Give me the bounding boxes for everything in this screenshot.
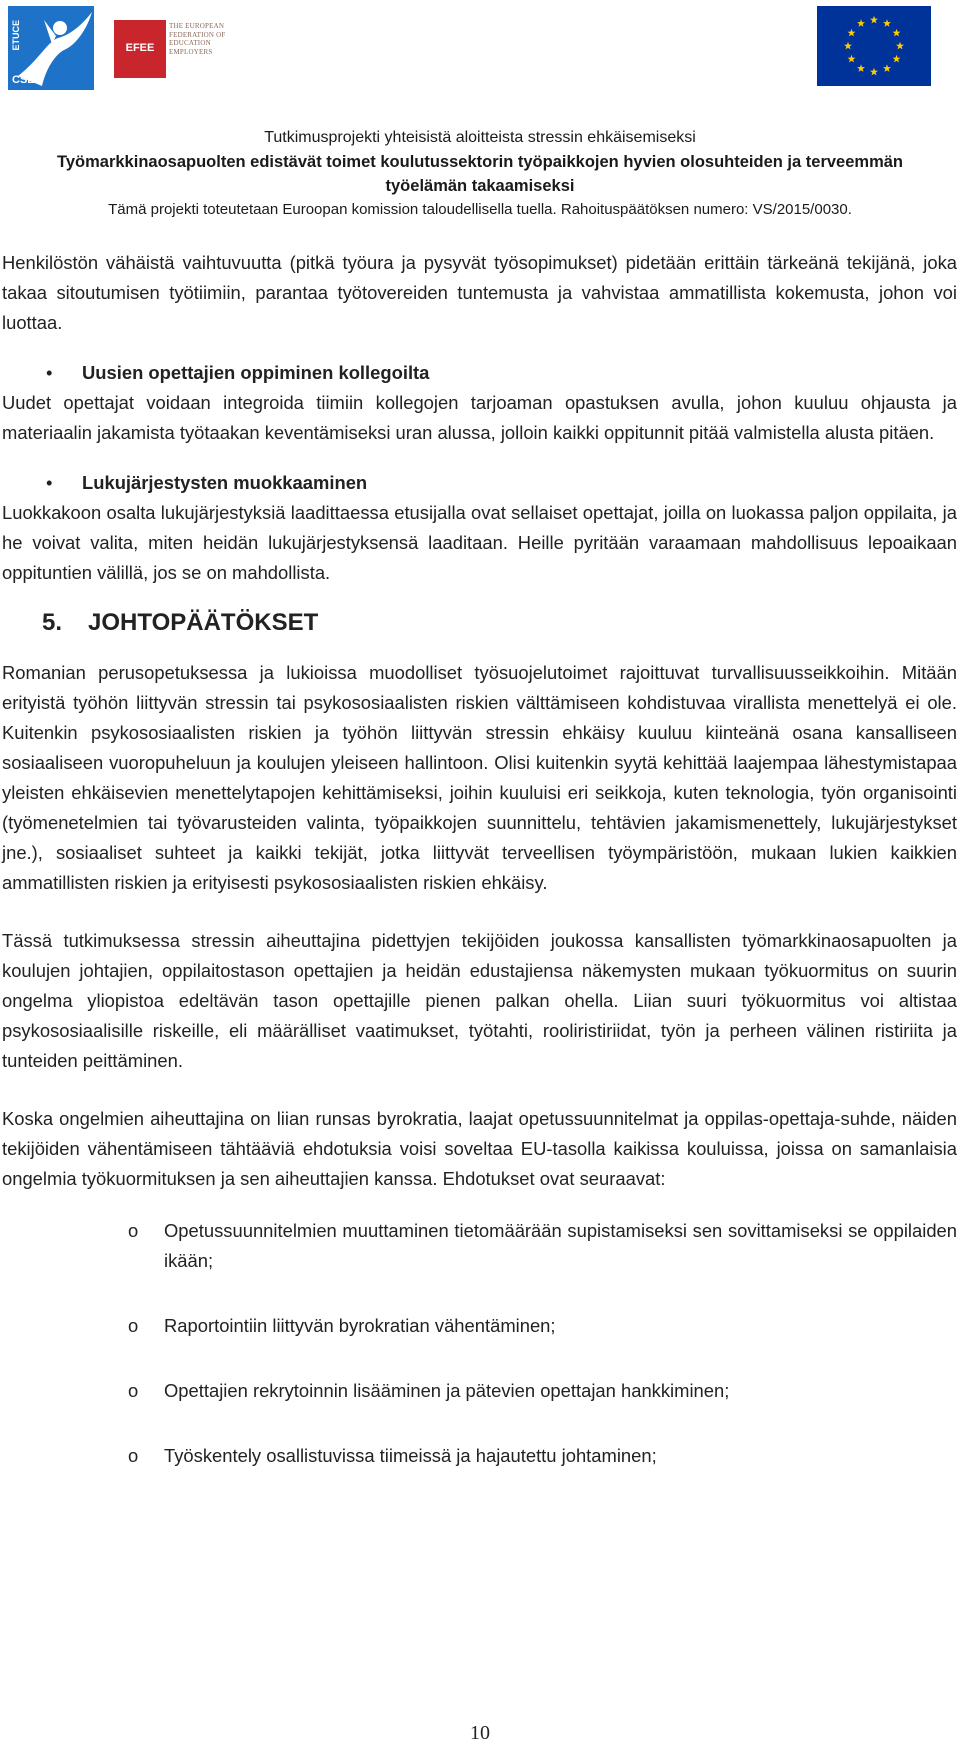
document-body: [2, 248, 957, 1471]
list-spacer: [2, 1406, 957, 1441]
list-spacer: [2, 1276, 957, 1311]
efee-line: THE EUROPEAN: [169, 22, 225, 30]
eu-flag-icon: [817, 6, 931, 86]
paragraph: Uudet opettajat voidaan integroida tiimiin kollegojen tarjoaman opastuksen avulla, johon kuuluu ohjausta ja materiaalin jakamista työtaakan keventämiseksi uran alussa, jolloin kaikki oppitunnit pitää valmistella alusta pitäen.: [2, 392, 957, 443]
efee-line: FEDERATION OF: [169, 30, 226, 39]
list-item: [2, 1441, 957, 1471]
bullet-heading: [2, 468, 957, 498]
efee-logo: [114, 20, 236, 80]
project-title: Tutkimusprojekti yhteisistä aloitteista stressin ehkäisemiseksi: [264, 129, 696, 146]
list-item: [2, 1376, 957, 1406]
list-marker-icon: o: [128, 1220, 139, 1241]
list-spacer: [2, 1341, 957, 1376]
paragraph: Tässä tutkimuksessa stressin aiheuttajina pidettyjen tekijöiden joukossa kansallisten työmarkkinaosapuolten ja koulujen johtajien, oppilaitostason opettajien ja heidän edustajiensa näkemysten mukaan työkuormitus on suurin ongelma yliopistoa edeltävän tason opettajille pienen palkan ohella. Liian suuri työkuormitus voi altistaa psykososiaalisille riskeille, eli määrälliset vaatimukset, työtahti, rooliristiriidat, työn ja perheen välinen ristiriita ja tunteiden peittäminen.: [2, 930, 957, 1071]
list-item-text: Opetussuunnitelmien muuttaminen tietomäärään supistamiseksi sen sovittamiseksi se oppilaiden ikään;: [164, 1220, 957, 1271]
bullet-heading-text: Lukujärjestysten muokkaaminen: [82, 472, 368, 493]
list-item-text: Opettajien rekrytoinnin lisääminen ja pätevien opettajan hankkiminen;: [164, 1380, 730, 1401]
paragraph: Luokkakoon osalta lukujärjestyksiä laadittaessa etusijalla ovat sellaiset opettajat, joilla on luokassa paljon oppilaita, ja he voivat valita, miten heidän lukujärjestyksensä laaditaan. Heille pyritään varaamaan mahdollisuus lepoaikaan oppituntien välillä, jos se on mahdollista.: [2, 502, 957, 583]
efee-line: EDUCATION: [169, 39, 211, 47]
bullet-dot-icon: •: [46, 362, 53, 383]
proposal-list: [2, 1216, 957, 1471]
list-item: [2, 1311, 957, 1341]
list-marker-icon: o: [128, 1445, 139, 1466]
efee-line: EMPLOYERS: [169, 47, 213, 56]
paragraph: Koska ongelmien aiheuttajina on liian runsas byrokratia, laajat opetussuunnitelmat ja oppilas-opettaja-suhde, näiden tekijöiden vähentämiseen tähtääviä ehdotuksia voisi soveltaa EU-tasolla kaikissa kouluissa, joissa on samanlaisia ongelmia työkuormituksen ja sen aiheuttajien kanssa. Ehdotukset ovat seuraavat:: [2, 1108, 957, 1189]
bullet-heading-text: Uusien opettajien oppiminen kollegoilta: [82, 362, 430, 383]
bullet-heading: [2, 358, 957, 388]
list-marker-icon: o: [128, 1380, 139, 1401]
project-subtitle: Työmarkkinaosapuolten edistävät toimet koulutussektorin työpaikkojen hyvien olosuhteiden ja terveemmän: [57, 153, 903, 171]
project-subtitle-cont: työelämän takaamiseksi: [385, 177, 575, 195]
efee-logo-short: EFEE: [125, 42, 155, 54]
section-heading: [2, 606, 957, 640]
list-item: [2, 1216, 957, 1276]
section-heading-text: JOHTOPÄÄTÖKSET: [88, 609, 319, 636]
list-marker-icon: o: [128, 1315, 139, 1336]
list-item-text: Raportointiin liittyvän byrokratian vähentäminen;: [164, 1315, 556, 1336]
etuce-text: ETUCE: [11, 20, 21, 51]
paragraph: Henkilöstön vähäistä vaihtuvuutta (pitkä työura ja pysyvät työsopimukset) pidetään erittäin tärkeänä tekijänä, joka takaa sitoutumisen työtiimiin, parantaa työtovereiden tuntemusta ja vahvistaa ammatillista kokemusta, johon voi luottaa.: [2, 252, 957, 333]
page-number: 10: [470, 1722, 490, 1744]
etuce-csee-logo: [8, 6, 94, 90]
eu-flag-logo: [817, 6, 931, 86]
csee-text: CSEE: [12, 74, 42, 86]
list-item-text: Työskentely osallistuvissa tiimeissä ja hajautettu johtaminen;: [164, 1445, 657, 1466]
project-header: [0, 126, 960, 222]
efee-logo-fulltext: [169, 22, 239, 56]
paragraph: Romanian perusopetuksessa ja lukioissa muodolliset työsuojelutoimet rajoittuvat turvallisuusseikkoihin. Mitään erityistä työhön liittyvän stressin tai psykososiaalisten riskien välttämiseen kohdistuvaa virallista menettelyä ei ole. Kuitenkin psykososiaalisten riskien ja työhön liittyvän stressin ehkäisy kuuluu kiinteänä osana kansalliseen sosiaaliseen vuoropuheluun ja koulujen yleiseen hallintoon. Olisi kuitenkin syytä kehittää laajempaa lähestymistapaa yleisten ehkäisevien menettelytapojen kehittämiseksi, joihin kuuluisi eri seikkoja, kuten teknologia, työn organisointi (työmenetelmien tai työvarusteiden valinta, työpaikkojen suunnittelu, tehtävien jakamismenettely, lukujärjestykset jne.), sosiaaliset suhteet ja kaikki tekijät, jotka liittyvät terveellisen työympäristöön, mukaan lukien kaikkien ammatillisten riskien ja erityisesti psykososiaalisten riskien ehkäisy.: [2, 662, 957, 893]
funding-note: Tämä projekti toteutetaan Euroopan komission taloudellisella tuella. Rahoituspäätöksen numero: VS/2015/0030.: [108, 201, 852, 218]
section-number: 5.: [42, 609, 63, 636]
efee-logo-box: [114, 20, 166, 78]
bullet-dot-icon: •: [46, 472, 53, 493]
